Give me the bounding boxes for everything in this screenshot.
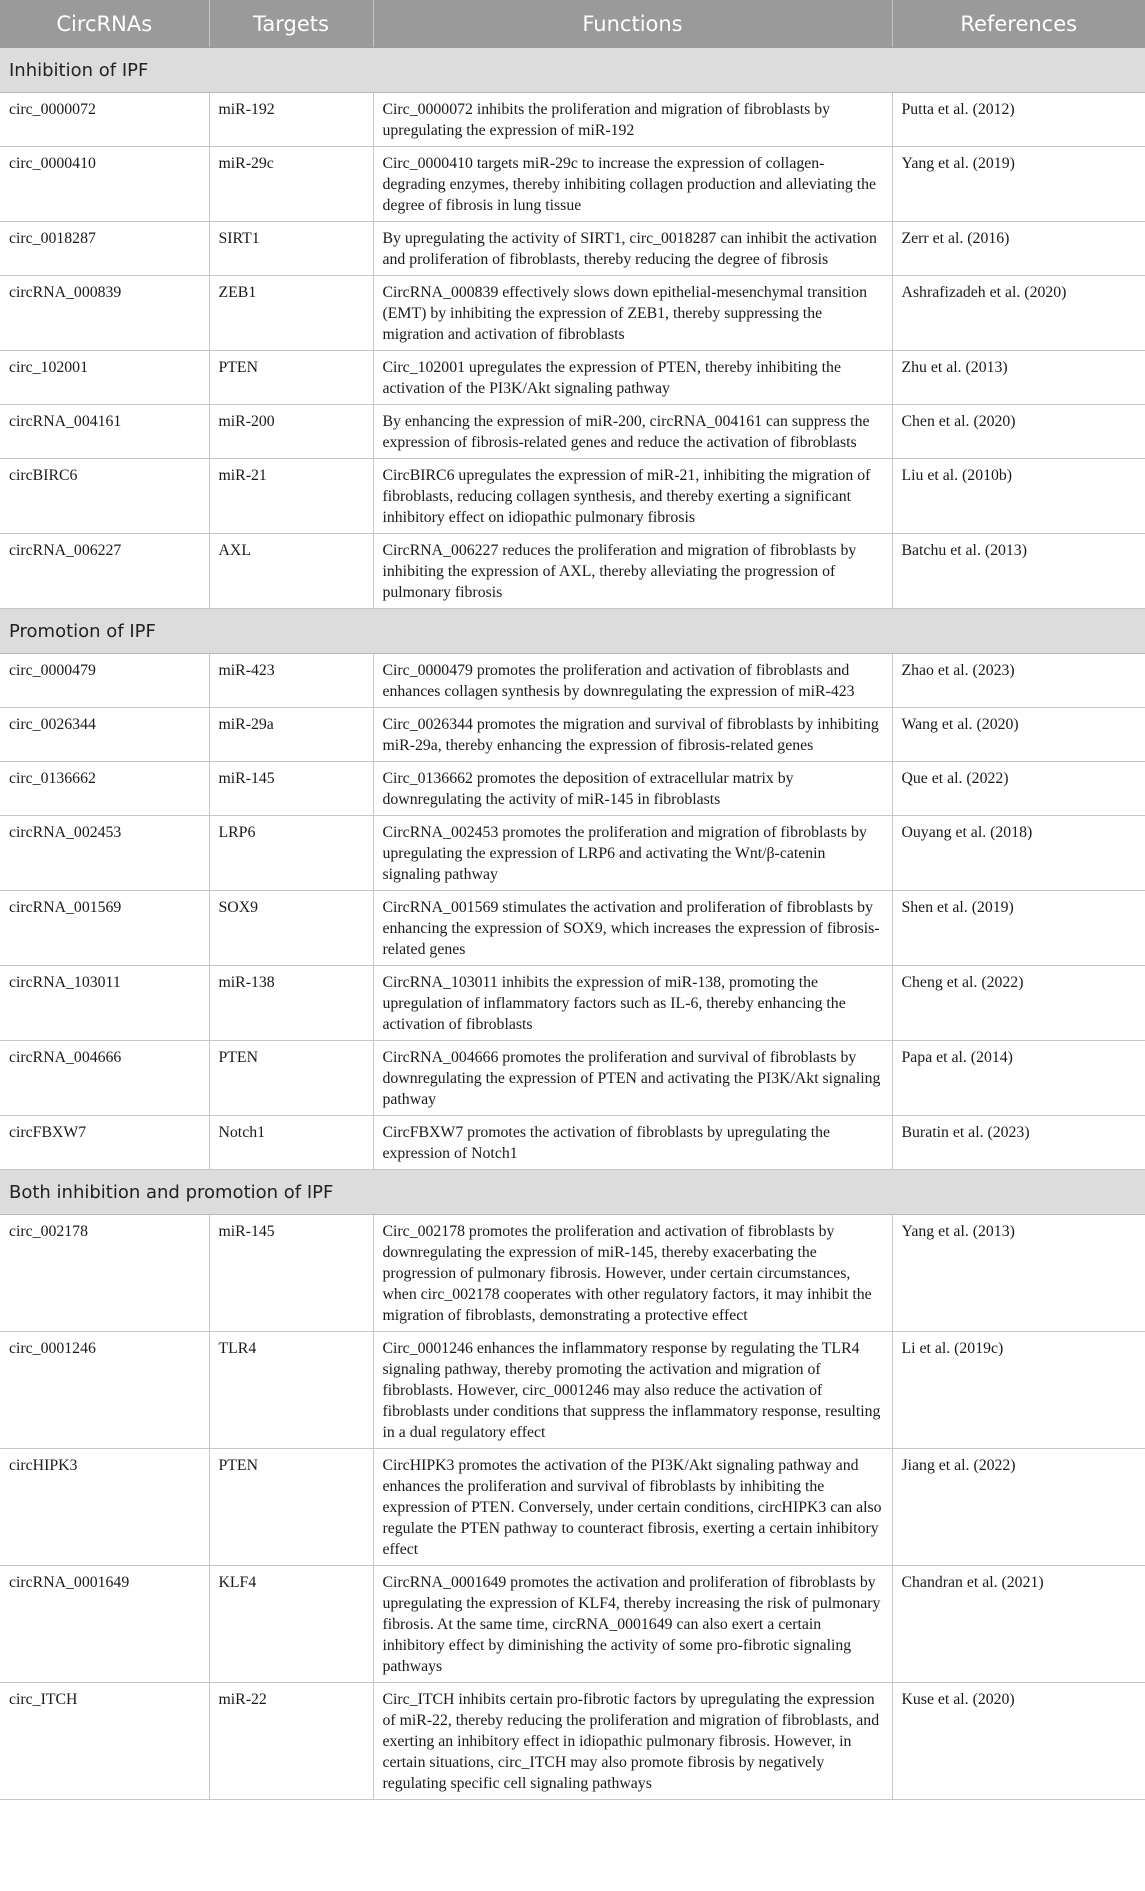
column-header-circrnas: CircRNAs xyxy=(0,0,209,48)
circrna-cell: circRNA_004161 xyxy=(0,405,209,459)
reference-cell: Wang et al. (2020) xyxy=(892,708,1145,762)
circrna-cell: circHIPK3 xyxy=(0,1449,209,1566)
target-cell: miR-22 xyxy=(209,1683,373,1800)
table-row xyxy=(0,351,1145,405)
function-cell: Circ_002178 promotes the proliferation and activation of fibroblasts by downregulating the expression of miR-145, thereby exacerbating the progression of pulmonary fibrosis. However, under certain circumstances, when circ_002178 cooperates with other regulatory factors, it may inhibit the migration of fibroblasts, demonstrating a protective effect xyxy=(373,1215,892,1332)
reference-cell: Li et al. (2019c) xyxy=(892,1332,1145,1449)
function-cell: Circ_102001 upregulates the expression of PTEN, thereby inhibiting the activation of the PI3K/Akt signaling pathway xyxy=(373,351,892,405)
circrna-cell: circ_0000072 xyxy=(0,93,209,147)
circrna-cell: circ_0000410 xyxy=(0,147,209,222)
target-cell: Notch1 xyxy=(209,1116,373,1170)
table-row xyxy=(0,1041,1145,1116)
reference-cell: Yang et al. (2019) xyxy=(892,147,1145,222)
target-cell: SIRT1 xyxy=(209,222,373,276)
function-cell: CircRNA_000839 effectively slows down epithelial-mesenchymal transition (EMT) by inhibiting the expression of ZEB1, thereby suppressing the migration and activation of fibroblasts xyxy=(373,276,892,351)
column-header-functions: Functions xyxy=(373,0,892,48)
table-row xyxy=(0,534,1145,609)
target-cell: PTEN xyxy=(209,1449,373,1566)
circrna-cell: circ_0026344 xyxy=(0,708,209,762)
function-cell: By upregulating the activity of SIRT1, circ_0018287 can inhibit the activation and proliferation of fibroblasts, thereby reducing the degree of fibrosis xyxy=(373,222,892,276)
target-cell: LRP6 xyxy=(209,816,373,891)
target-cell: miR-21 xyxy=(209,459,373,534)
reference-cell: Jiang et al. (2022) xyxy=(892,1449,1145,1566)
function-cell: CircRNA_002453 promotes the proliferation and migration of fibroblasts by upregulating the expression of LRP6 and activating the Wnt/β-catenin signaling pathway xyxy=(373,816,892,891)
function-cell: Circ_ITCH inhibits certain pro-fibrotic factors by upregulating the expression of miR-22, thereby reducing the proliferation and migration of fibroblasts, and exerting an inhibitory effect in idiopathic pulmonary fibrosis. However, in certain situations, circ_ITCH may also promote fibrosis by negatively regulating specific cell signaling pathways xyxy=(373,1683,892,1800)
circrna-cell: circRNA_006227 xyxy=(0,534,209,609)
reference-cell: Buratin et al. (2023) xyxy=(892,1116,1145,1170)
table-row xyxy=(0,1449,1145,1566)
target-cell: PTEN xyxy=(209,1041,373,1116)
section-title: Promotion of IPF xyxy=(0,609,1145,654)
target-cell: ZEB1 xyxy=(209,276,373,351)
circrna-cell: circBIRC6 xyxy=(0,459,209,534)
function-cell: CircHIPK3 promotes the activation of the PI3K/Akt signaling pathway and enhances the proliferation and survival of fibroblasts by inhibiting the expression of PTEN. Conversely, under certain conditions, circHIPK3 can also regulate the PTEN pathway to counteract fibrosis, exerting a certain inhibitory effect xyxy=(373,1449,892,1566)
target-cell: KLF4 xyxy=(209,1566,373,1683)
function-cell: CircRNA_0001649 promotes the activation and proliferation of fibroblasts by upregulating the expression of KLF4, thereby increasing the risk of pulmonary fibrosis. At the same time, circRNA_0001649 can also exert a certain inhibitory effect by diminishing the activity of some pro-fibrotic signaling pathways xyxy=(373,1566,892,1683)
column-header-references: References xyxy=(892,0,1145,48)
circrna-cell: circFBXW7 xyxy=(0,1116,209,1170)
function-cell: Circ_0026344 promotes the migration and survival of fibroblasts by inhibiting miR-29a, thereby enhancing the expression of fibrosis-related genes xyxy=(373,708,892,762)
target-cell: miR-192 xyxy=(209,93,373,147)
target-cell: miR-138 xyxy=(209,966,373,1041)
reference-cell: Kuse et al. (2020) xyxy=(892,1683,1145,1800)
function-cell: CircRNA_103011 inhibits the expression of miR-138, promoting the upregulation of inflammatory factors such as IL-6, thereby enhancing the activation of fibroblasts xyxy=(373,966,892,1041)
circrna-cell: circRNA_103011 xyxy=(0,966,209,1041)
table-row xyxy=(0,708,1145,762)
table-header xyxy=(0,0,1145,48)
function-cell: By enhancing the expression of miR-200, circRNA_004161 can suppress the expression of fibrosis-related genes and reduce the activation of fibroblasts xyxy=(373,405,892,459)
circrna-cell: circRNA_0001649 xyxy=(0,1566,209,1683)
table-row xyxy=(0,1215,1145,1332)
reference-cell: Papa et al. (2014) xyxy=(892,1041,1145,1116)
reference-cell: Liu et al. (2010b) xyxy=(892,459,1145,534)
reference-cell: Zhao et al. (2023) xyxy=(892,654,1145,708)
table-row xyxy=(0,1116,1145,1170)
section-row xyxy=(0,1170,1145,1215)
function-cell: Circ_0000072 inhibits the proliferation and migration of fibroblasts by upregulating the expression of miR-192 xyxy=(373,93,892,147)
circrna-cell: circ_002178 xyxy=(0,1215,209,1332)
target-cell: miR-29a xyxy=(209,708,373,762)
target-cell: PTEN xyxy=(209,351,373,405)
circrna-cell: circRNA_004666 xyxy=(0,1041,209,1116)
table-row xyxy=(0,966,1145,1041)
table-row xyxy=(0,1566,1145,1683)
table-body xyxy=(0,48,1145,1800)
table-row xyxy=(0,222,1145,276)
target-cell: miR-145 xyxy=(209,762,373,816)
table-row xyxy=(0,147,1145,222)
function-cell: CircRNA_006227 reduces the proliferation and migration of fibroblasts by inhibiting the expression of AXL, thereby alleviating the progression of pulmonary fibrosis xyxy=(373,534,892,609)
reference-cell: Ashrafizadeh et al. (2020) xyxy=(892,276,1145,351)
function-cell: CircRNA_004666 promotes the proliferation and survival of fibroblasts by downregulating the expression of PTEN and activating the PI3K/Akt signaling pathway xyxy=(373,1041,892,1116)
table-row xyxy=(0,1332,1145,1449)
column-header-targets: Targets xyxy=(209,0,373,48)
reference-cell: Shen et al. (2019) xyxy=(892,891,1145,966)
function-cell: CircFBXW7 promotes the activation of fibroblasts by upregulating the expression of Notch1 xyxy=(373,1116,892,1170)
circrna-cell: circ_102001 xyxy=(0,351,209,405)
header-row xyxy=(0,0,1145,48)
function-cell: Circ_0001246 enhances the inflammatory response by regulating the TLR4 signaling pathway, thereby promoting the activation and migration of fibroblasts. However, circ_0001246 may also reduce the activation of fibroblasts under conditions that suppress the inflammatory response, resulting in a dual regulatory effect xyxy=(373,1332,892,1449)
reference-cell: Que et al. (2022) xyxy=(892,762,1145,816)
function-cell: Circ_0000410 targets miR-29c to increase the expression of collagen-degrading enzymes, thereby inhibiting collagen production and alleviating the degree of fibrosis in lung tissue xyxy=(373,147,892,222)
circrna-cell: circRNA_001569 xyxy=(0,891,209,966)
target-cell: AXL xyxy=(209,534,373,609)
reference-cell: Zerr et al. (2016) xyxy=(892,222,1145,276)
target-cell: TLR4 xyxy=(209,1332,373,1449)
function-cell: CircRNA_001569 stimulates the activation and proliferation of fibroblasts by enhancing the expression of SOX9, which increases the expression of fibrosis-related genes xyxy=(373,891,892,966)
circrna-cell: circ_0136662 xyxy=(0,762,209,816)
table-row xyxy=(0,459,1145,534)
table-row xyxy=(0,276,1145,351)
target-cell: miR-200 xyxy=(209,405,373,459)
table-row xyxy=(0,816,1145,891)
circrna-cell: circ_ITCH xyxy=(0,1683,209,1800)
section-row xyxy=(0,48,1145,93)
function-cell: CircBIRC6 upregulates the expression of miR-21, inhibiting the migration of fibroblasts, reducing collagen synthesis, and thereby exerting a significant inhibitory effect on idiopathic pulmonary fibrosis xyxy=(373,459,892,534)
table-row xyxy=(0,93,1145,147)
reference-cell: Batchu et al. (2013) xyxy=(892,534,1145,609)
target-cell: miR-423 xyxy=(209,654,373,708)
table-row xyxy=(0,762,1145,816)
reference-cell: Yang et al. (2013) xyxy=(892,1215,1145,1332)
target-cell: miR-145 xyxy=(209,1215,373,1332)
target-cell: SOX9 xyxy=(209,891,373,966)
circrna-cell: circRNA_000839 xyxy=(0,276,209,351)
circrna-cell: circ_0018287 xyxy=(0,222,209,276)
reference-cell: Chandran et al. (2021) xyxy=(892,1566,1145,1683)
target-cell: miR-29c xyxy=(209,147,373,222)
table-row xyxy=(0,891,1145,966)
reference-cell: Cheng et al. (2022) xyxy=(892,966,1145,1041)
table-row xyxy=(0,1683,1145,1800)
reference-cell: Putta et al. (2012) xyxy=(892,93,1145,147)
function-cell: Circ_0136662 promotes the deposition of extracellular matrix by downregulating the activity of miR-145 in fibroblasts xyxy=(373,762,892,816)
circrna-cell: circ_0000479 xyxy=(0,654,209,708)
section-row xyxy=(0,609,1145,654)
function-cell: Circ_0000479 promotes the proliferation and activation of fibroblasts and enhances collagen synthesis by downregulating the expression of miR-423 xyxy=(373,654,892,708)
section-title: Inhibition of IPF xyxy=(0,48,1145,93)
table-row xyxy=(0,405,1145,459)
reference-cell: Zhu et al. (2013) xyxy=(892,351,1145,405)
circrna-cell: circRNA_002453 xyxy=(0,816,209,891)
reference-cell: Chen et al. (2020) xyxy=(892,405,1145,459)
reference-cell: Ouyang et al. (2018) xyxy=(892,816,1145,891)
table-row xyxy=(0,654,1145,708)
section-title: Both inhibition and promotion of IPF xyxy=(0,1170,1145,1215)
circrna-cell: circ_0001246 xyxy=(0,1332,209,1449)
